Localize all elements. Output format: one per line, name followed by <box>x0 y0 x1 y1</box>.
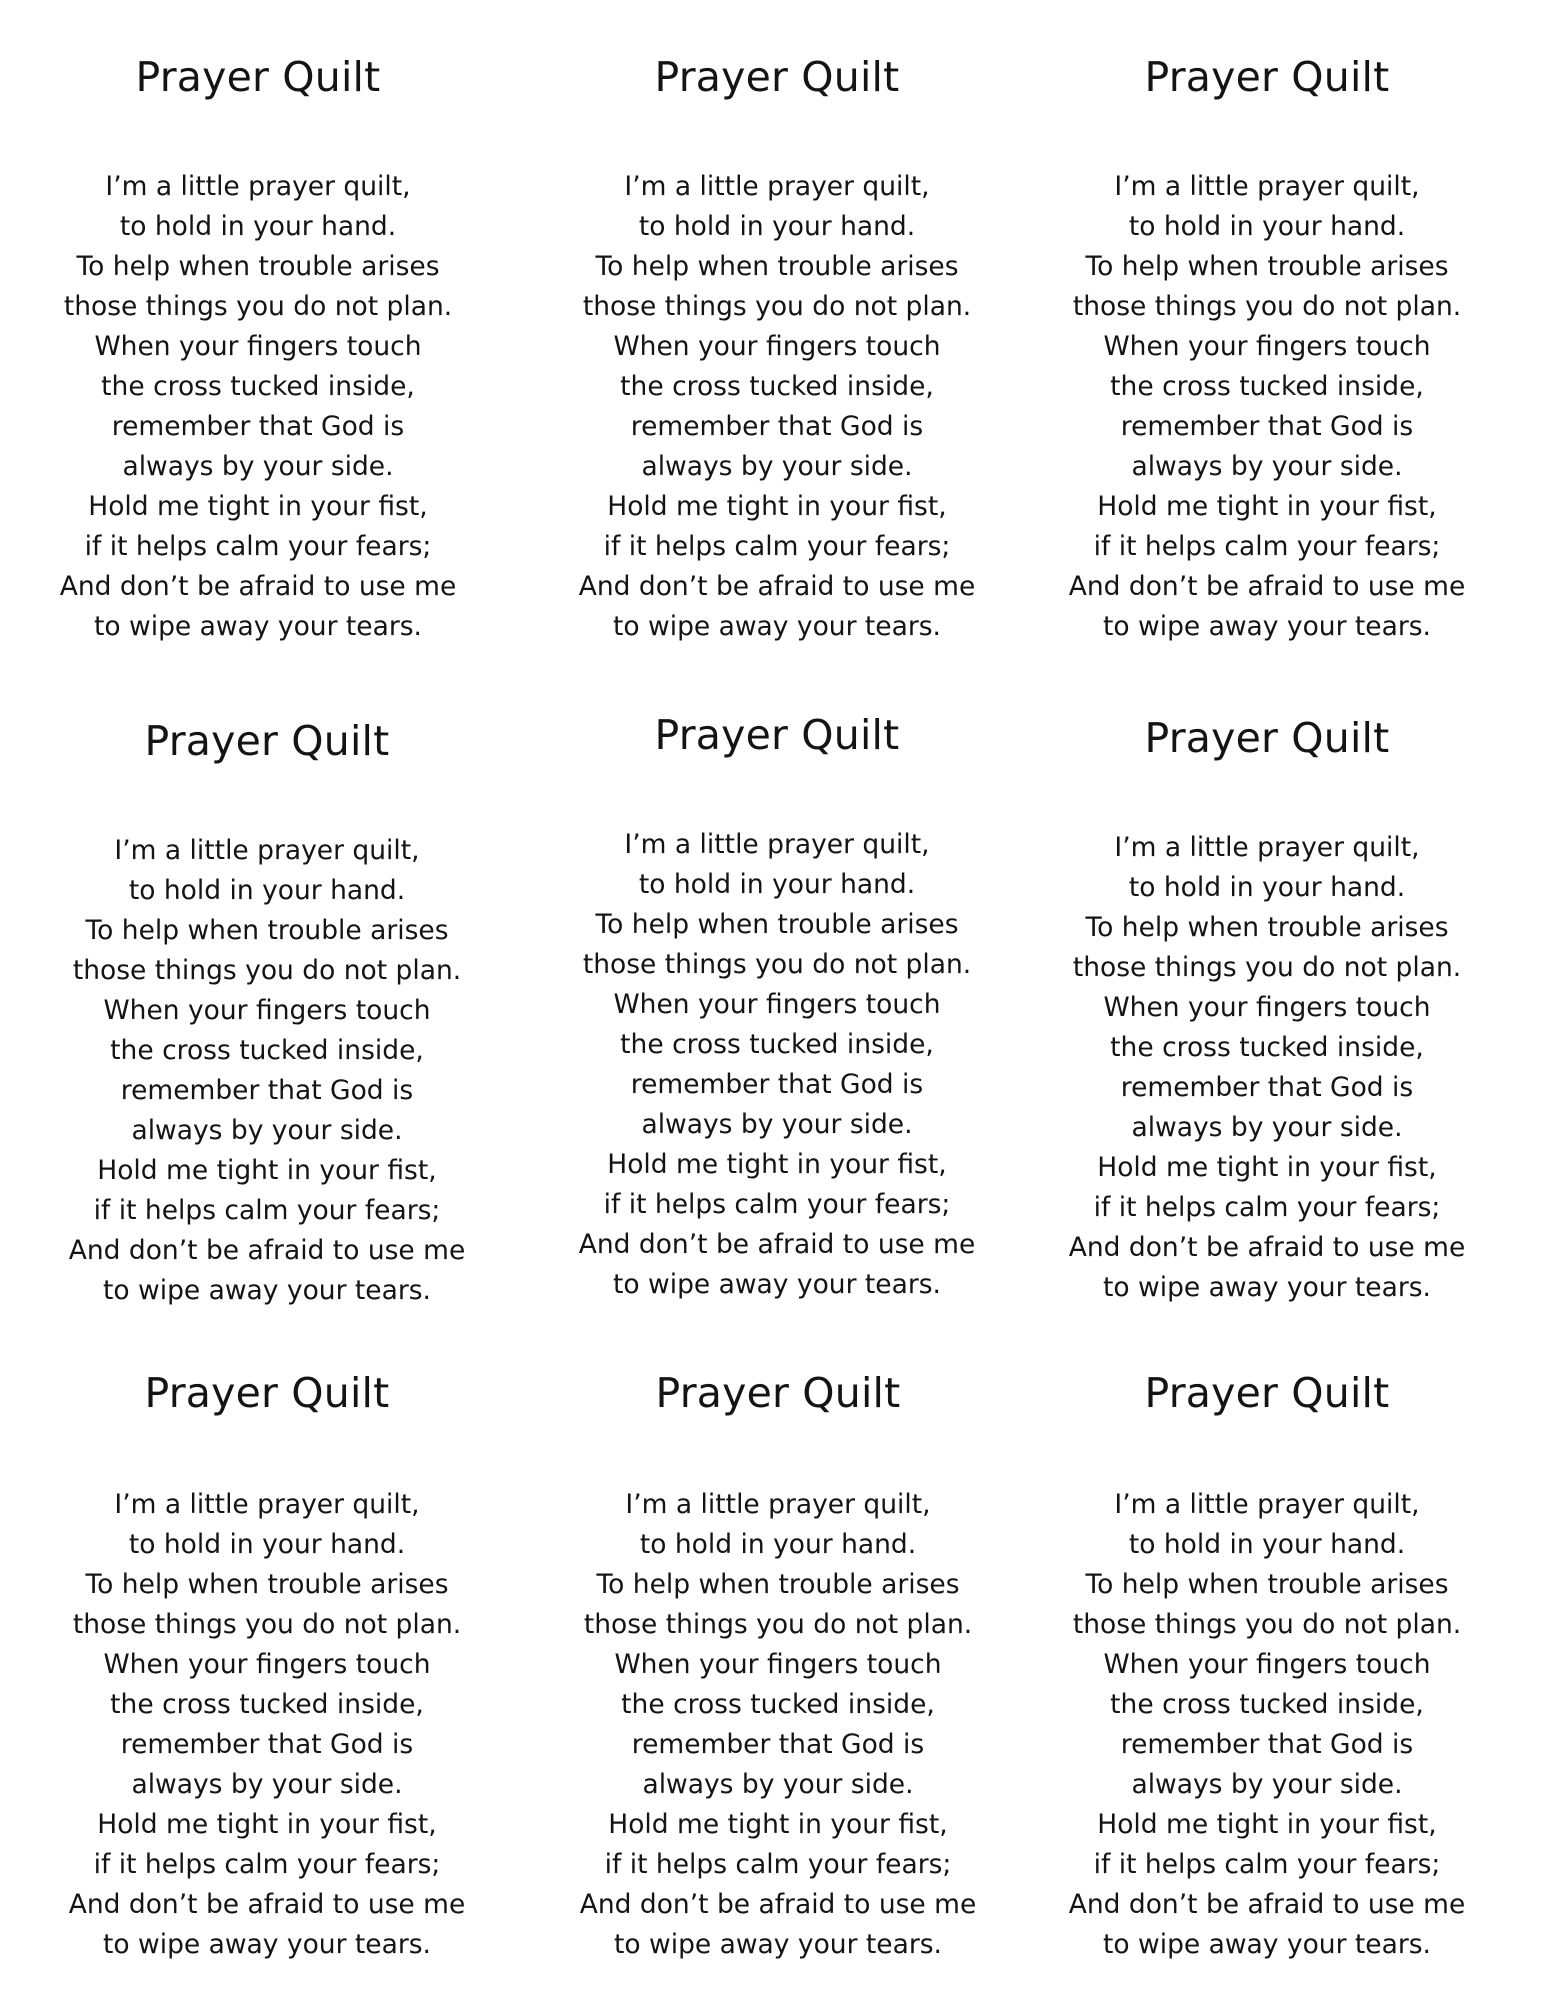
poem-line: to wipe away your tears. <box>613 611 941 642</box>
poem-line: the cross tucked inside, <box>1110 1689 1424 1720</box>
poem-line: remember that God is <box>630 411 924 442</box>
poem-line: Hold me tight in your fist, <box>1097 1152 1437 1183</box>
poem-line: And don’t be afraid to use me <box>1068 1889 1466 1920</box>
poem-line: always by your side. <box>122 451 394 482</box>
poem-line: To help when trouble arises <box>85 1569 449 1600</box>
poem-line: And don’t be afraid to use me <box>578 1229 976 1260</box>
poem-line: And don’t be afraid to use me <box>1068 1232 1466 1263</box>
poem-line: I’m a little prayer quilt, <box>114 1489 420 1520</box>
poem-line: To help when trouble arises <box>85 915 449 946</box>
poem-line: When your fingers touch <box>1103 331 1431 362</box>
poem-line: When your fingers touch <box>613 331 941 362</box>
poem-line: those things you do not plan. <box>1072 291 1462 322</box>
poem-line: always by your side. <box>131 1115 403 1146</box>
prayer-card-3 <box>1032 52 1502 642</box>
poem-line: Hold me tight in your fist, <box>608 1809 948 1840</box>
poem-line: To help when trouble arises <box>1085 1569 1449 1600</box>
card-title: Prayer Quilt <box>135 53 381 101</box>
poem-line: always by your side. <box>1131 1112 1403 1143</box>
poem-line: the cross tucked inside, <box>110 1035 424 1066</box>
poem-line: always by your side. <box>131 1769 403 1800</box>
poem-line: those things you do not plan. <box>582 949 972 980</box>
poem-line: Hold me tight in your fist, <box>607 1149 947 1180</box>
poem-line: To help when trouble arises <box>595 251 959 282</box>
poem-line: to hold in your hand. <box>638 869 916 900</box>
poem-line: if it helps calm your fears; <box>1093 1849 1441 1880</box>
poem-line: to hold in your hand. <box>638 211 916 242</box>
prayer-card-9 <box>1032 1368 1502 1960</box>
poem-line: if it helps calm your fears; <box>603 531 951 562</box>
card-poem <box>542 167 1012 647</box>
poem-line: To help when trouble arises <box>1085 912 1449 943</box>
poem-line: Hold me tight in your fist, <box>97 1809 437 1840</box>
poem-line: if it helps calm your fears; <box>93 1195 441 1226</box>
poem-line: To help when trouble arises <box>1085 251 1449 282</box>
poem-line: I’m a little prayer quilt, <box>1114 1489 1420 1520</box>
poem-line: remember that God is <box>1120 411 1414 442</box>
card-poem <box>543 1485 1013 1965</box>
poem-line: To help when trouble arises <box>76 251 440 282</box>
poem-line: remember that God is <box>631 1729 925 1760</box>
poem-line: those things you do not plan. <box>72 955 462 986</box>
poem-line: When your fingers touch <box>613 989 941 1020</box>
poem-line: to wipe away your tears. <box>94 611 422 642</box>
poem-line: if it helps calm your fears; <box>603 1189 951 1220</box>
card-poem <box>1032 1485 1502 1965</box>
poem-line: those things you do not plan. <box>1072 1609 1462 1640</box>
card-title: Prayer Quilt <box>1144 53 1390 101</box>
poem-line: Hold me tight in your fist, <box>607 491 947 522</box>
poem-line: I’m a little prayer quilt, <box>1114 832 1420 863</box>
poem-line: And don’t be afraid to use me <box>579 1889 977 1920</box>
poem-line: always by your side. <box>642 1769 914 1800</box>
poem-line: to hold in your hand. <box>1128 872 1406 903</box>
poem-line: the cross tucked inside, <box>620 1029 934 1060</box>
card-poem <box>1032 828 1502 1308</box>
poem-line: the cross tucked inside, <box>110 1689 424 1720</box>
poem-line: always by your side. <box>1131 451 1403 482</box>
poem-line: Hold me tight in your fist, <box>88 491 428 522</box>
poem-line: When your fingers touch <box>614 1649 942 1680</box>
prayer-card-7 <box>32 1368 502 1960</box>
poem-line: the cross tucked inside, <box>1110 371 1424 402</box>
card-title: Prayer Quilt <box>654 53 900 101</box>
poem-line: When your fingers touch <box>1103 992 1431 1023</box>
prayer-card-8 <box>543 1368 1013 1960</box>
card-poem <box>23 167 493 647</box>
poem-line: To help when trouble arises <box>595 909 959 940</box>
poem-line: And don’t be afraid to use me <box>68 1889 466 1920</box>
poem-line: to wipe away your tears. <box>1103 1929 1431 1960</box>
card-title: Prayer Quilt <box>1144 1369 1390 1417</box>
poem-line: always by your side. <box>1131 1769 1403 1800</box>
poem-line: the cross tucked inside, <box>621 1689 935 1720</box>
prayer-card-2 <box>542 52 1012 642</box>
poem-line: those things you do not plan. <box>1072 952 1462 983</box>
poem-line: always by your side. <box>641 451 913 482</box>
poem-line: I’m a little prayer quilt, <box>625 1489 931 1520</box>
poem-line: When your fingers touch <box>103 1649 431 1680</box>
card-title: Prayer Quilt <box>655 1369 901 1417</box>
card-poem <box>542 825 1012 1305</box>
poem-line: remember that God is <box>630 1069 924 1100</box>
poem-line: those things you do not plan. <box>63 291 453 322</box>
poem-line: to hold in your hand. <box>119 211 397 242</box>
poem-line: To help when trouble arises <box>596 1569 960 1600</box>
card-poem <box>1032 167 1502 647</box>
card-title: Prayer Quilt <box>144 1369 390 1417</box>
poem-line: I’m a little prayer quilt, <box>114 835 420 866</box>
poem-line: to hold in your hand. <box>1128 211 1406 242</box>
poem-line: the cross tucked inside, <box>101 371 415 402</box>
poem-line: And don’t be afraid to use me <box>59 571 457 602</box>
card-title: Prayer Quilt <box>654 711 900 759</box>
card-poem <box>32 1485 502 1965</box>
poem-line: remember that God is <box>120 1075 414 1106</box>
poem-line: to wipe away your tears. <box>613 1269 941 1300</box>
prayer-card-5 <box>542 710 1012 1300</box>
poem-line: remember that God is <box>111 411 405 442</box>
poem-line: if it helps calm your fears; <box>93 1849 441 1880</box>
poem-line: I’m a little prayer quilt, <box>1114 171 1420 202</box>
poem-line: remember that God is <box>120 1729 414 1760</box>
poem-line: to hold in your hand. <box>639 1529 917 1560</box>
poem-line: to hold in your hand. <box>1128 1529 1406 1560</box>
poem-line: I’m a little prayer quilt, <box>105 171 411 202</box>
poem-line: the cross tucked inside, <box>620 371 934 402</box>
prayer-card-6 <box>1032 713 1502 1303</box>
poem-line: remember that God is <box>1120 1072 1414 1103</box>
poem-line: I’m a little prayer quilt, <box>624 171 930 202</box>
poem-line: And don’t be afraid to use me <box>578 571 976 602</box>
poem-line: When your fingers touch <box>1103 1649 1431 1680</box>
poem-line: to wipe away your tears. <box>1103 1272 1431 1303</box>
poem-line: Hold me tight in your fist, <box>97 1155 437 1186</box>
card-title: Prayer Quilt <box>1144 714 1390 762</box>
poem-line: those things you do not plan. <box>582 291 972 322</box>
poem-line: remember that God is <box>1120 1729 1414 1760</box>
poem-line: if it helps calm your fears; <box>1093 531 1441 562</box>
poem-line: And don’t be afraid to use me <box>1068 571 1466 602</box>
prayer-card-1 <box>23 52 493 642</box>
poem-line: to wipe away your tears. <box>614 1929 942 1960</box>
poem-line: Hold me tight in your fist, <box>1097 491 1437 522</box>
card-title: Prayer Quilt <box>144 717 390 765</box>
poem-line: if it helps calm your fears; <box>84 531 432 562</box>
poem-line: to wipe away your tears. <box>1103 611 1431 642</box>
poem-line: to wipe away your tears. <box>103 1275 431 1306</box>
poem-line: When your fingers touch <box>94 331 422 362</box>
poem-line: to hold in your hand. <box>128 875 406 906</box>
poem-line: And don’t be afraid to use me <box>68 1235 466 1266</box>
poem-line: those things you do not plan. <box>583 1609 973 1640</box>
poem-line: the cross tucked inside, <box>1110 1032 1424 1063</box>
poem-line: to hold in your hand. <box>128 1529 406 1560</box>
poem-line: if it helps calm your fears; <box>604 1849 952 1880</box>
poem-line: Hold me tight in your fist, <box>1097 1809 1437 1840</box>
card-poem <box>32 831 502 1311</box>
poem-line: those things you do not plan. <box>72 1609 462 1640</box>
poem-line: always by your side. <box>641 1109 913 1140</box>
poem-line: to wipe away your tears. <box>103 1929 431 1960</box>
poem-line: I’m a little prayer quilt, <box>624 829 930 860</box>
poem-line: When your fingers touch <box>103 995 431 1026</box>
prayer-card-4 <box>32 716 502 1306</box>
poem-line: if it helps calm your fears; <box>1093 1192 1441 1223</box>
